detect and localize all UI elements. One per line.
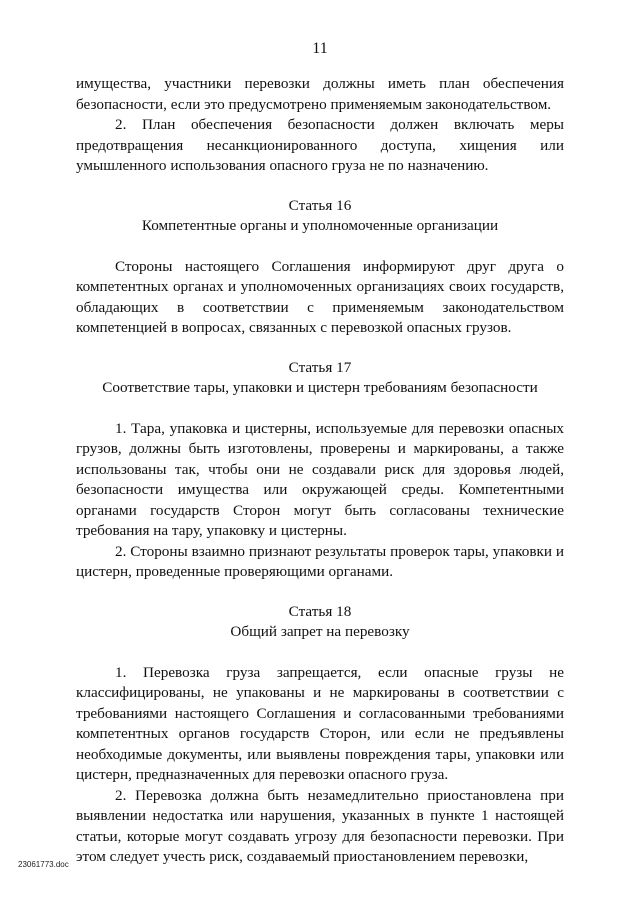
article18-paragraph-1: 1. Перевозка груза запрещается, если опасные грузы не классифицированы, не упакованы и не маркированы в соответствии с требованиями настоящего Соглашения и согласованными требованиями компетентных органов государств Сторон, или если не предъявлены необходимые документы, или выявлены повреждения тары, упаковки или цистерн, предназначенных для перевозки опасного груза. <box>76 663 564 783</box>
article18-number: Статья 18 <box>288 602 352 620</box>
continuation-paragraph: имущества, участники перевозки должны иметь план обеспечения безопасности, если это предусмотрено применяемым законодательством. <box>76 75 564 113</box>
article17-paragraph-2: 2. Стороны взаимно признают результаты проверок тары, упаковки и цистерн, проведенные проверяющими органами. <box>76 542 564 580</box>
article18-title: Общий запрет на перевозку <box>230 623 410 640</box>
article15-paragraph-2: 2. План обеспечения безопасности должен включать меры предотвращения несанкционированного доступа, хищения или умышленного использования опасного груза не по назначению. <box>76 116 564 174</box>
article16-number: Статья 16 <box>288 196 352 214</box>
article18-paragraph-2: 2. Перевозка должна быть незамедлительно приостановлена при выявлении недостатка или нарушения, указанных в пункте 1 настоящей статьи, которые могут создавать угрозу для безопасности перевозки. При этом следует учесть риск, создаваемый приостановлением перевозки, <box>76 786 564 865</box>
article17-paragraph-1: 1. Тара, упаковка и цистерны, используемые для перевозки опасных грузов, должны быть изготовлены, проверены и маркированы, а также использованы так, чтобы они не создавали риск для здоровья людей, безопасности имущества или окружающей среды. Компетентными органами государств Сторон могут быть согласованы технические требования на тару, упаковку и цистерны. <box>76 419 564 539</box>
article17-title: Соответствие тары, упаковки и цистерн требованиям безопасности <box>102 379 538 396</box>
file-name-footer: 23061773.doc <box>18 860 69 869</box>
article16-paragraph: Стороны настоящего Соглашения информируют друг друга о компетентных органах и уполномоченных организациях своих государств, обладающих в соответствии с применяемым законодательством компетенцией в вопросах, связанных с перевозкой опасных грузов. <box>76 257 564 336</box>
article17-number: Статья 17 <box>288 358 352 376</box>
page-number: 11 <box>312 40 328 57</box>
document-body <box>76 74 564 868</box>
article16-title: Компетентные органы и уполномоченные организации <box>141 217 499 234</box>
